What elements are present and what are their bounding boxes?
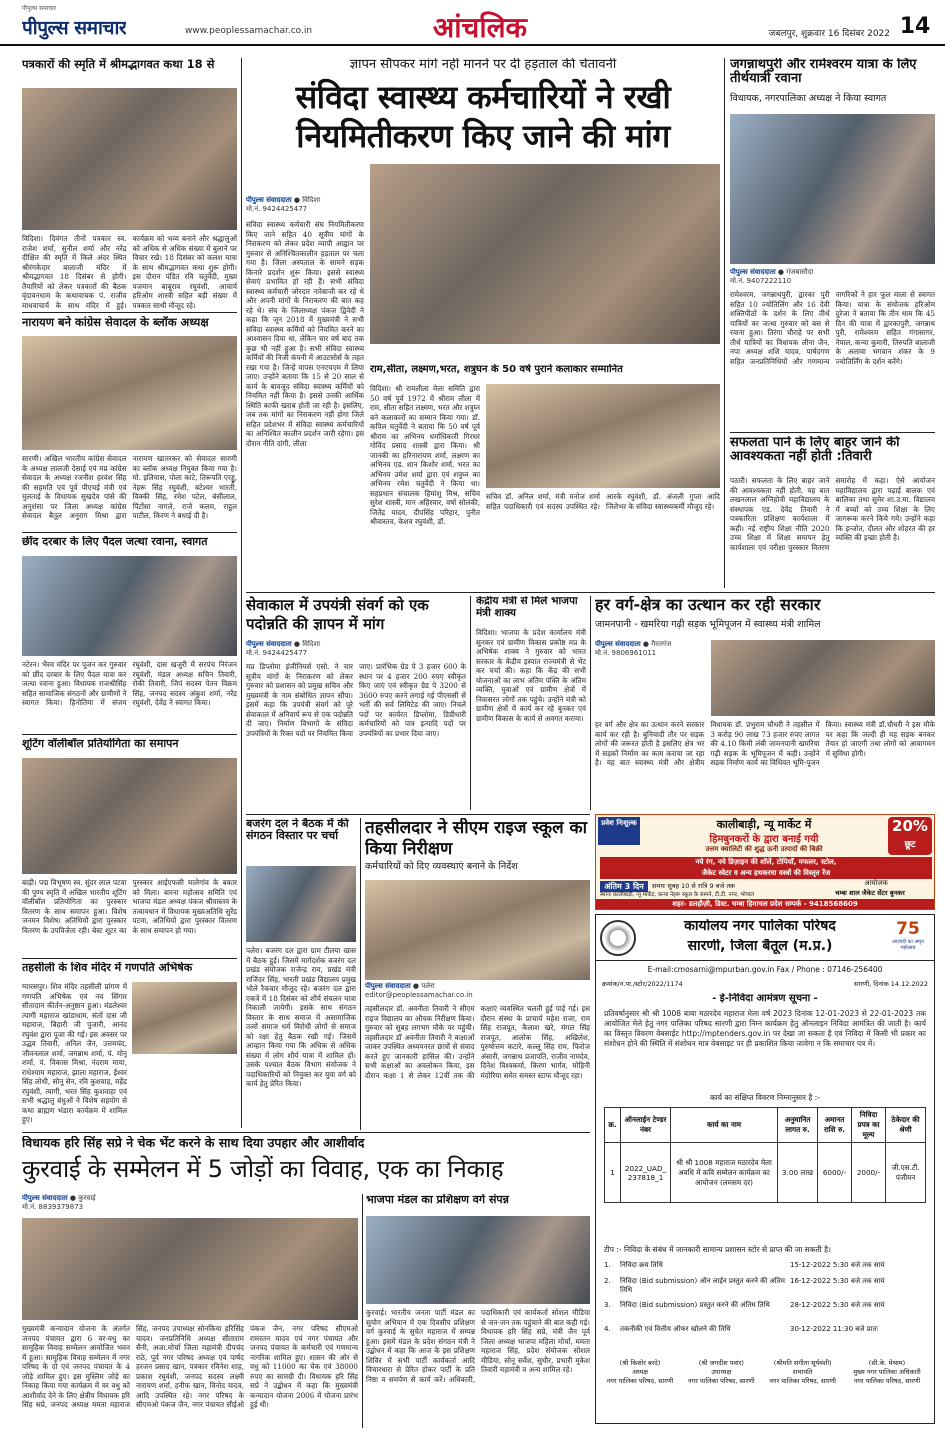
- byline: पीपुल्स संवाददाता ● गैरतगंज मो.नं. 9806961011: [595, 640, 705, 658]
- body: सारणी। अखिल भारतीय कांग्रेस सेवादल के अध्यक्ष लालजी देसाई एवं मप्र कांग्रेस सेवादल के अध्यक्ष रजनीश हरवंश सिंह की सहमति एवं पूर्व पीएचई मंत्री एवं मुलताई के विधायक सुखदेव पांसे की अनुशंसा पर जिला अध्यक्ष कांग्रेस सेवादल बैतूल अनुराग मिश्रा द्वारा नारायण खातरकर को सेवादल सारणी का ब्लॉक अध्यक्ष नियुक्त किया गया है। मो. इलियास, पोला काटे, तिरूपति एरड्डू, नेहरू सिंह रघुवंशी, बटेश्वर भारती, विक्की सिंह, रमेश पटेल, बंसीलाल, पिंटोंसा नागले, राजे कलम, राहुल पाटील, किरण ने बधाई दी है।: [22, 454, 237, 520]
- tender-ref-no: क्रमांक/न.पा./स्टोर/2022/1174: [602, 980, 683, 988]
- byline-name: पीपुल्स संवाददाता: [246, 640, 292, 648]
- tender-table: [604, 1107, 926, 1203]
- photo: [730, 114, 935, 264]
- story-tehsildar: [365, 818, 590, 1130]
- byline-place: विदिशा: [302, 196, 321, 204]
- page-number: 14: [899, 14, 931, 39]
- dateline: जबलपुर, शुक्रवार 16 दिसंबर 2022: [768, 29, 890, 39]
- byline-place: पलेरा: [421, 982, 435, 990]
- body: संविदा स्वास्थ्य कर्मचारी संघ नियमितीकरण किए जाने सहित 40 सूत्रीय मांगों के निराकरण को लेकर प्रदेश व्यापी आह्वान पर गुरुवार से अनिश्चितकालीन हड़ताल पर चला गया है। जिला अस्पताल के सामने सड़क किनारे प्रदर्शन शुरू किया। इससे स्वास्थ्य सेवाएं प्रभावित हो रही हैं। सभी संविदा स्वास्थ्य कर्मचारी जोरदार नारेबाजी कर रहे थे और अपनी मांगों के निराकरण की बात कह रहे थे। संघ के जिलाध्यक्ष पंकज द्विवेदी ने कहा कि जून 2018 में मुख्यमंत्री ने सभी संविदा स्वास्थ्य कर्मियों को नियमित करने का आश्वासन दिया था, लेकिन चार वर्ष बाद तक कुछ भी नहीं हुआ है। सभी संविदा स्वास्थ्य कर्मियों की निजी कंपनी में आउटसोर्स के तहत रखा गया है। जिन्हें वापस एनएचएम में लिया जाए। उन्होंने बताया कि 15 से 20 साल से कार्य के बावजूद संविदा स्वास्थ्य कर्मियों को नियमित नहीं किया है। इससे उनकी आर्थिक स्थिति काफी खराब होती जा रही है। इसलिए, जब तक मांगों का निराकरण नहीं होगा जिले सहित प्रदेशभर में संविदा स्वास्थ्य कर्मचारियों का अनिश्चित कालीन प्रदर्शन जारी रहेगा। इस दौरान नीति दांगी, लीला: [246, 220, 364, 448]
- headline: हर वर्ग-क्षेत्र का उत्थान कर रही सरकार: [595, 596, 821, 614]
- tender-contact[interactable]: E-mail:cmosarni@mpurban.gov.in Fax / Phone : 07146-256400: [647, 965, 883, 974]
- tender-schedule: [604, 1261, 926, 1341]
- th-tender-no: ऑनलाईन टेण्डर नंबर: [621, 1108, 671, 1143]
- th-work: कार्य का नाम: [671, 1108, 778, 1143]
- photo: [22, 556, 237, 656]
- azadi-number: 75: [896, 919, 920, 939]
- tender-title1: कार्यालय नगर पालिका परिषद: [684, 919, 836, 934]
- kicker: विधायक हरि सिंह सप्रे ने चेक भेंट करने के साथ दिया उपहार और आशीर्वाद: [22, 1136, 365, 1150]
- byline-mobile: मो.नं. 9407222110: [730, 277, 792, 285]
- headline: बजरंग दल ने बैठक में की संगठन विस्तार पर चर्चा: [246, 818, 349, 843]
- tender-intro: प्रतिवर्षानुसार श्री श्री 1008 बाबा मठारदेव महाराज मेला वर्ष 2023 दिनांक 12-01-2023 से 22-01-2023 तक आयोजित मेले हेतु नगर पालिका परिषद सारणी द्वारा निम्न कार्यक्रम हेतु ऑनलाइन निविदा आमंत्रित की जाती है। कार्य का विस्तृत विवरण वेबसाईट http://mptenders.gov.in पर देखा जा सकता है एवं निविदा में किसी भी प्रकार का संशोधन होने की स्थिति में संशोधन मात्र वेबसाइट पर ही प्रकाशित किया जावेगा न कि समाचार पत्र में।: [604, 1009, 926, 1048]
- photo: [22, 88, 237, 230]
- kicker: ज्ञापन सौंपकर मांगें नहीं मानने पर दी हड़ताल की चेतावनी: [349, 58, 617, 72]
- signatory: (सी.के. मेश्राम) मुख्य नगर पालिका अधिकारी नगर पालिका परिषद, सारणी: [853, 1359, 921, 1385]
- byline: पीपुल्स संवाददाता ● गंजबासौदा मो.नं. 9407222110: [730, 268, 830, 286]
- ad-timing-label: अंतिम 3 दिन: [600, 881, 648, 892]
- photo: [486, 384, 720, 488]
- ad-line1: हिमबुनकरों के द्वारा बनाई गयी: [709, 834, 819, 845]
- byline-mobile: मो.नं. 9424425477: [246, 649, 308, 657]
- byline-place: गंजबासौदा: [786, 268, 814, 276]
- ad-organizer: चम्बा शाल जैकेट सेंटर बुनकर: [835, 889, 905, 897]
- byline: पीपुल्स संवाददाता ● पलेरा editor@peoplessamachar.co.in: [365, 982, 590, 999]
- tender-table-title: कार्य का संक्षिप्त विवरण निम्नानुसार है :-: [709, 1093, 820, 1102]
- tender-title2: सारणी, जिला बैतूल (म.प्र.): [687, 939, 833, 954]
- azadi-text: आज़ादी का अमृत महोत्सव: [891, 939, 925, 952]
- headline: राम,सीता, लक्ष्मण,भरत, शत्रुघन के 50 वर्ष पुराने कलाकार सम्मानित: [370, 364, 623, 375]
- photo: [22, 758, 237, 874]
- td-category: जी.एस.टी. पंजीयन: [886, 1143, 926, 1203]
- byline-name: पीपुल्स संवाददाता: [246, 196, 292, 204]
- story-bajrang: [246, 818, 356, 1130]
- ad-footer: शहर- डलहौज़ी, डिस्ट. चम्बा हिमाचल प्रदेश सम्पर्क - 9418568609: [596, 899, 934, 910]
- tender-notice-title: - ई-निविदा आमंत्रण सूचना -: [712, 993, 818, 1004]
- body: कुरवाई। भारतीय जनता पार्टी मंडल का सुयोग अभियान में एक दिवसीय प्रशिक्षण वर्ग कुरवाई के सुचेत महाराज में सम्पन्न हुआ। इसमें मंडल के प्रदेश संगठन मंत्री ने उद्बोधन में कहा कि आज के इस प्रशिक्षण शिविर में सभी पार्टी कार्यकर्ता आदि विचारधारा से प्रेरित होकर पार्टी के प्रति निष्ठा व समर्पण से कार्य करें। अधिकारी, पदाधिकारी एवं कार्यकर्ता सोशल मीडिया से जन-जन तक पहुंचाने की बात कही गई। विधायक हरि सिंह सप्रे, मंत्री जैन पूर्व जिला अध्यक्ष भाजपा महिला मोर्चा, ममता महाराज सिंह, प्रदेश संयोजक सोशल मीडिया, सोनू सर्वेश, सुधीर, प्रभारी मुकेश तिवारी महामंत्री व अन्य शामिल रहे।: [366, 1308, 590, 1384]
- body: विदिशा। श्री रामलीला मेला समिति द्वारा 50 वर्ष पूर्व 1972 में श्रीराम लीला में राम, सीता सहित लक्ष्मण, भरत और शत्रुघ्न बने कलाकारों का सम्मान किया गया। डॉ. कपिल चतुर्वेदी ने बताया कि 50 वर्ष पूर्व श्रीराम का अभिनय धर्माधिकारी गिरधर गोविंद प्रसाद शास्त्री द्वारा किया। श्री जानकी का हरिनारायण शर्मा, लक्ष्मण का अभिनय एड. शान किशोर शर्मा, भरत का अभिनय उमेश शर्मा द्वारा एवं शत्रुघ्न का अभिनय रमेश चतुर्वेदी ने किया था। सहप्रधान संचालक हिमांशु मिश्र, सचिव सुरेश शास्त्री, मान अहिरवार, वर्षा सोलंकी, जितेंद्र यादव, दीपसिंह परिहार, पुनीत श्रीवास्तव, केशव रघुवंशी, डॉ.: [370, 384, 480, 526]
- td-sno: 1: [605, 1143, 621, 1203]
- body: विदिशा। भाजपा के प्रदेश कार्यालय मंत्री सुनकर एवं ग्रामीण विकास प्रकोष्ठ मप्र के अभिषेक शाक्य ने गुरुवार को भारत सरकार के केंद्रीय इस्पात राज्यमंत्री से भेंट कर चर्चा की। कहा कि केंद्र की सभी योजनाओं का लाभ अंतिम पंक्ति के अंतिम व्यक्ति, युवाओं एवं ग्रामीण क्षेत्रों में निवासरत लोगों तक पहुंचे। उन्होंने मंत्री को ग्रामीण क्षेत्रों में कार्य कर रहे बुनकर एवं ग्रामीण विकास के कार्य से अवगत कराया।: [476, 628, 586, 723]
- headline: कुरवाई के सम्मेलन में 5 जोड़ों का विवाह, एक का निकाह: [22, 1155, 504, 1183]
- ad-badge-free: प्रवेश निःशुल्क: [598, 817, 640, 845]
- ad-line3: नये रंग, नये डिज़ाइन की शॉलें, टोपियाँ, मफलर, स्टोल,: [600, 857, 932, 868]
- body: मप्र डिप्लोमा इंजीनियर्स एसो. ने चार सूत्रीय मांगों के निराकरण को लेकर गुरुवार को प्रशासन को प्रमुख सचिव और मुख्यमंत्री के नाम संबोधित ज्ञापन सौंपा। इसमें कहा कि उपयंत्री संवर्ग को पूरे सेवाकाल में अनिवार्य रूप से एक पदोन्नति दी जाए। निर्माण विभागों के संविदा उपयंत्रियों के रिक्त पदों पर नियमित किया जाए। प्रारंभिक ग्रेड पे 3 हजार 600 के स्थान पर 4 हजार 200 रुपए स्वीकृत किए जाएं एवं स्वीकृत ग्रेड पे 3200 से 3600 रुपए करने लगाई गई पीएससी से भर्ती की सर्व लिमिटेड की जाए। निचले पदों पर कार्यरत डिप्लोमा, डिग्रीधारी कर्मचारियों को पात्र इत्यादि पदों पर उपयंत्रियों का प्रभार दिया जाए।: [246, 662, 466, 738]
- story-volleyball: [22, 738, 237, 956]
- headline: तहसीलदार ने सीएम राइज स्कूल का किया निरीक्षण: [365, 818, 587, 860]
- schedule-item: 2. निविदा (Bid submission) ऑन लाईन प्रस्तुत करने की अंतिम तिथि 16-12-2022 5:30 बजे तक सायं: [604, 1277, 885, 1294]
- seal-icon: [600, 920, 636, 956]
- ad-kalibari[interactable]: [595, 814, 935, 910]
- ad-discount-sub: छूट: [904, 839, 916, 850]
- story-congress: [22, 316, 237, 530]
- byline-name: पीपुल्स संवाददाता: [595, 640, 641, 648]
- byline: पीपुल्स संवाददाता ● विदिशा मो.नं. 9424425477: [246, 640, 351, 658]
- byline-place: गैरतगंज: [651, 640, 672, 648]
- signatory: (श्रीमति संगीता सूर्यवंशी) सभापति नगर पालिका परिषद, सारणी: [769, 1359, 836, 1385]
- byline-place: कुरवाई: [78, 1194, 96, 1202]
- headline: सफलता पाने के लिए बाहर जाने की आवश्यकता नहीं होती :तिवारी: [730, 436, 900, 465]
- headline: केंद्रीय मंत्री से मिले भाजपा मंत्री शाक्य: [476, 596, 578, 619]
- subhead: विधायक, नगरपालिका अध्यक्ष ने किया स्वागत: [730, 93, 887, 104]
- tender-notice: [595, 914, 935, 1424]
- story-sarkar: [595, 596, 935, 808]
- subhead: कर्मचारियों को दिए व्यवस्थाएं बनाने के निर्देश: [365, 861, 518, 872]
- photo: [22, 1218, 358, 1320]
- masthead: [0, 0, 945, 46]
- story-shakya: [476, 596, 586, 810]
- story-kalakar: [370, 364, 720, 588]
- brand-logo[interactable]: पीपुल्स समाचार: [22, 17, 127, 39]
- story-bjp: [366, 1194, 590, 1428]
- byline-place: विदिशा: [302, 640, 321, 648]
- body: हर वर्ग और क्षेत्र का उत्थान करने सरकार कार्य कर रही है। बुनियादी तौर पर सड़क लोगों की जरूरत होती है इसलिए क्षेत्र भर में सड़कों निर्माण का काम कराया जा रहा है। यह बात स्वास्थ्य मंत्री और क्षेत्रीय विधायक डॉ. प्रभुराम चौधरी ने तहसील में 3 करोड़ 90 लाख 73 हजार रुपए लागत की 4.10 किमी लंबी जामनपानी खमरिया गढ़ी सड़क के भूमिपूजन में कही। उन्होंने सड़क निर्माण कार्य का विधिवत भूमि-पूजन किया। स्वास्थ्य मंत्री डॉ.चौधरी ने इस मौके पर कहा कि जल्दी ही यह सड़क बनकर तैयार हो जाएगी तथा लोगों को आवागमन में सुविधा होगी।: [595, 720, 935, 767]
- ad-line2: उत्तम क्वालिटी की शुद्ध ऊनी उत्पादों की बिक्री: [705, 845, 823, 853]
- tender-header: [596, 915, 934, 961]
- td-form-price: 2000/-: [852, 1143, 886, 1203]
- td-deposit: 6000/-: [818, 1143, 852, 1203]
- signatory: (श्री किशोर बरदे) अध्यक्ष नगर पालिका परिषद, सारणी: [606, 1359, 674, 1385]
- byline-name: पीपुल्स संवाददाता: [22, 1194, 68, 1202]
- photo: [246, 866, 356, 942]
- ad-timing: समयः सुबह 10 से रात्रि 9 बजे तक: [652, 882, 736, 890]
- ad-discount-badge: [888, 817, 932, 855]
- tender-note: टीप :- निविदा के संबंध में जानकारी सामान्य प्रशासन स्टोर से प्राप्त की जा सकती है।: [604, 1245, 831, 1254]
- photo: [370, 164, 720, 344]
- photo: [366, 1216, 590, 1304]
- story-ganpati: [22, 962, 237, 1128]
- schedule-item: 1. निविदा क्रय तिथि 15-12-2022 5:30 बजे तक सायं: [604, 1261, 885, 1269]
- byline: पीपुल्स संवाददाता ● कुरवाई मो.नं. 8839379873: [22, 1194, 132, 1212]
- site-url[interactable]: www.peoplessamachar.co.in: [185, 26, 313, 36]
- subhead: जामनपानी - खमरिया गढ़ी सड़क भूमिपूजन में स्वास्थ्य मंत्री शामिल: [595, 619, 821, 630]
- table-row: [605, 1143, 926, 1203]
- schedule-item: 3. निविदा (Bid submission) प्रस्तुत करने की अंतिम तिथि 28-12-2022 5:30 बजे तक सायं: [604, 1301, 885, 1309]
- td-tender-no: 2022_UAD_237818_1: [621, 1143, 671, 1203]
- body: पठारी। सफलता के लिए बाहर जाने की आवश्यकता नहीं होती, यह बात लखनलाल अग्निहोत्री महाविद्यालय के संस्थापक एड. देवेंद्र तिवारी ने पत्रकारिता प्रशिक्षण कार्यशाला में कही। नई राष्ट्रीय शिक्षा नीति 2020 उच्च शिक्षा में शिक्षा समापन हेतु कार्यशाला एवं परीक्षा पुरस्कार वितरण समारोह में कहा। ऐसे आयोजन महाविद्यालय द्वारा पढ़ाई बालक एवं बालिका तथा सुमेर शा.उ.मा. विद्यालय में बच्चों को उच्च शिक्षा के लिए जागरूक करने किये गये। उन्होंने कहा कि इन्जोत, दौलत और शोहरत की हर व्यक्ति की इच्छा होती है।: [730, 476, 935, 552]
- body: ग्यारसपुर। शिव मंदिर तहसीली प्रांगण में गणपति अभिषेक एवं नव सिंगार सीतादान कीर्तन-अनुष्ठान हुआ। मंडलेश्वर त्यागी महाराज खांडाधाम, संतों दास जी महाराज, बिहारी जी पुजारी, आनंद रघुवंश द्वारा पूजा की गई। इस अवसर पर उद्धव तिवारी, अनिल जैन, उत्तमचंद, जीवनलाल शर्मा, जगन्नाथ शर्मा, पं. मोनू शर्मा, पं. विकास मिश्रा, नंदराम माया, राधेश्याम महाराज, झाला महाराज, ईश्वर सिंह लोधी, सोनू सेन, रवि कुशवाह, महेंद्र रघुवंशी, त्यागी, भरत सिंह कुशवाहा एवं सभी श्रद्धालु बंधुओं ने विशेष सहयोग से कथा ब्राह्मण भंडारा कार्यक्रम में शामिल हुए।: [22, 982, 127, 1124]
- photo: [365, 880, 590, 980]
- ad-venue: स्थानः कालीबाड़ी, न्यू मार्केट, कन्या नेहरू स्कूल के सामने, टी.टी. नगर, भोपाल: [600, 892, 754, 898]
- schedule-item: 4. तकनीकी एवं वित्तीय ऑफर खोलने की तिथि 30-12-2022 11:30 बजे प्रातः: [604, 1325, 878, 1333]
- story-katha: [22, 58, 237, 310]
- ad-discount: 20%: [892, 817, 928, 835]
- body: पलेरा। बजरंग दल द्वारा ग्राम टीलया खास में बैठक हुई। जिसमें मार्गदर्शक बजरंग दल प्रखंड संयोजक राजेन्द्र राय, प्रखंड मंत्री राजिंदर सिंह, भारती प्रखंड विद्यालय प्रमुख भोले रैकवार मौजूद रहे। बजरंग दल द्वारा एकत्रे में 18 दिसंबर को शौर्य संचलन यात्रा निकाली जायेगी। इसके साथ संगठन विस्तार के साथ समाज में असामाजिक तत्वों समाज धर्म विरोधी लोगों से समाज को रक्षा हेतु बैठक रखी गई। जिसमें आव्हान किया गया कि अधिक से अधिक संख्या में लोग शौर्य यात्रा में शामिल हों। उसके पश्चात बैठक विभाग संयोजक ने पदाधिकारियों को नियुक्त कर युवा वर्ग को कार्य हेतु प्रेरित किया।: [246, 946, 356, 1088]
- th-deposit: अमानत राशि रु.: [818, 1108, 852, 1143]
- ad-organizer-label: आयोजक: [864, 879, 888, 887]
- body: मुख्यमंत्री कन्यादान योजना के अंतर्गत जनपद पंचायत द्वारा 6 वर-वधु का सामूहिक विवाह सम्मेलन आयोजित भवन में हुआ। सामूहिक विवाह सम्मेलन में नगर परिषद के दो एवं जनपद पंचायत के 4 जोड़े शामिल हुए। इस मुस्लिम जोड़े का निकाह किया गया कार्यक्रम में वर वधु को आशीर्वाद देने के लिए क्षेत्रीय विधायक हरि सिंह सप्रे, जनपद अध्यक्ष ममता महाराज सिंह, जनपद उपाध्यक्ष सोनकिया हरिसिंह यादव। जनप्रतिनिधि अध्यक्ष सीताराम सैनी, अजा.मोर्चा जिला महामंत्री दीपचंद राठे, पूर्व नगर परिषद अध्यक्ष एवं पार्षद हरजन प्रसाद खान, पत्रकार रविनेश शाह, प्रकाश रघुवंशी, जनपद सदस्य लक्ष्मी नारायण शर्मा, हनीफ खान, विनोद यादव, आदि उपस्थित रहे। नगर परिषद के सीएमओ पंकज जैन, नगर पंचायत सीईओ पंकज जैन, नगर परिषद सीएमओ रामरतन यादव एवं नगर पंचायत और जनपद पंचायत के कर्मचारी एवं गणमान्य नागरिक शामिल हुए। शासन की ओर से वधु को 11000 का चेक एवं 38000 रुपए का सामग्री दी। विधायक हरि सिंह सप्रे ने उद्बोधन में कहा कि मुख्यमंत्री कन्यादान योजना 2006 में योजना प्रारंभ हुई थी।: [22, 1324, 358, 1409]
- td-cost: 3.00 लाख: [778, 1143, 818, 1203]
- body: तहसीलदार डॉ. अवनीता तिवारी ने सीएम राइज विद्यालय का औचक निरीक्षण किया। गुरुवार को सुबह लगभग मौके पर पहुंची। तहसीलदार डॉ अवनीता तिवारी ने कक्षाओं जाकर उपस्थित अध्ययनरत छात्रों से संवाद करते हुए जानकारी हासिल की। उन्होंने सभी कक्षाओं का अवलोकन किया, इस दौरान कक्षा 1 से लेकर 12वीं तक की कक्षाएं व्यवस्थित चलती हुई पाई गई। इस दौरान संस्था के प्राचार्य महेश राजा, राम सिंह राजपूत, कैलाश खरे, मंगल सिंह राजपूत, आलोक सिंह, अखिलेश, पुरुषोत्तम कटारे, कल्लू सिंह राय, फिरोज अंसारी, जगन्नाथ प्रजापति, राजीव नामदेव, दिनेश विश्वकर्मा, किरण भार्गव, मोहिनी मंदोरिया समेत समस्त स्टाफ मौजूद रहा।: [365, 1004, 590, 1080]
- byline-name: पीपुल्स संवाददाता: [730, 268, 776, 276]
- story-chhind: [22, 536, 237, 732]
- story-padonnati: [246, 596, 466, 810]
- byline-name: पीपुल्स संवाददाता: [365, 982, 411, 990]
- photo: [711, 640, 935, 716]
- story-tirth: [730, 58, 935, 430]
- th-category: ठेकेदार की श्रेणी: [886, 1108, 926, 1143]
- body: नटेरन। भैरव मंदिर पर पूजन कर गुरुवार को छींद दरबार के लिए पैदल यात्रा कर जत्था रवाना हुआ। विधायक राजश्रीसिंह सहित सामाजिक संगठनों और ग्रामीणों ने स्वागत किया। हिनोतिया में संजय रघुवंशी, दास खजुरी में सरपंच निरंजन रघुवंशी, मंडल अध्यक्ष सचिन तिवारी, रोकी तिवारी, जिपं सदस्य पेतन विक्रम सिंह, जनपद सदस्य अंकुश शर्मा, नरेंद्र रघुवंशी, देवेंद्र ने स्वागत किया।: [22, 660, 237, 707]
- brand-tagline: पीपुल्स समाचार: [22, 5, 57, 12]
- signatory: (श्री जगदीश पवांर) उपाध्यक्ष नगर पालिका परिषद, सारणी: [687, 1359, 755, 1385]
- ad-line4: जैकेट स्वेटर व अन्य हथकरघा वस्त्रों की विस्तृत रेंज: [600, 868, 932, 879]
- th-sno: क्र.: [605, 1108, 621, 1143]
- body: विदिशा। दिवंगत तीनों पत्रकार स्व. राजेश शर्मा, सुनील शर्मा और नरेंद्र दीक्षित की स्मृति में किले अंदर स्थित श्रीरंगकेदार बालाजी मंदिर में श्रीमद्भागवत 18 दिसंबर से होगी। तैयारियों को लेकर पत्रकारों की बैठक वृंदावनधाम के कथावाचक पं. राजीव माधवाचार्य के साथ मंदिर में हुई। कार्यक्रम को भव्य बनाने और श्रद्धालुओं को अधिक से अधिक संख्या में बुलाने पर विचार रखे। 18 दिसंबर को कलश यात्रा के साथ श्रीमद्भागवत कथा शुरू होगी। इस दौरान पंडित रवि चतुर्वेदी, मुख्य यजमान बाबूराव रघुवंशी, आचार्य हरिओम शास्त्री सहित बड़ी संख्या में पत्रकार साथी मौजूद रहे।: [22, 234, 237, 310]
- tender-table-header: [605, 1108, 926, 1143]
- body: रामेश्वरम, जगन्नाथपुरी, द्वारका पुरी सहित 10 ज्योतिलिंग और 16 देवी शक्तिपीठों के दर्शन के लिए तीर्थ यात्रियों का जत्था गुरुवार को बस से रवाना हुआ। तिरंगा चौराहे पर सभी तीर्थ यात्रियों का विधायक लीना जैन, नपा अध्यक्ष शशि यादव, पार्षदगण सहित जनप्रतिनिधियों और गणमान्य नागरिकों ने हार फूल माला से स्वागत किया। यात्रा के संयोजक हरिओम दुरेजा ने बताया कि तीन धाम कि 45 दिन की यात्रा में द्वारकापुरी, जगन्नाथ पुरी, रामेश्वरम सहित गंगासागर, नेपाल, कन्या कुमारी, तिरुपति बालाजी के अलावा भगवान शंकर के 9 ज्योतिर्लिंग के दर्शन करेंगे।: [730, 290, 935, 366]
- ad-title: कालीबाड़ी, न्यू मार्केट में: [716, 818, 812, 831]
- td-work: श्री श्री 1008 महाराज मठारदेव मेला अवधि में कवि सम्मेलन कार्यक्रम का आयोजन (लमसम दर): [671, 1143, 778, 1203]
- headline: पत्रकारों की स्मृति में श्रीमद्भागवत कथा 18 से: [22, 58, 215, 71]
- headline: शूटिंग वॉलीबॉल प्रतियोगिता का समापन: [22, 738, 179, 750]
- byline-mobile: मो.नं. 8839379873: [22, 1203, 84, 1211]
- photo: [22, 336, 237, 450]
- headline: भाजपा मंडल का प्रशिक्षण वर्ग संपन्न: [366, 1194, 509, 1206]
- caption: सचिव डॉ. अनिल शर्मा, मंत्री मनोज शर्मा सहित पदाधिकारी एवं सदस्य उपस्थित रहे। आरके रघुवंशी, डॉ. अंजली गुप्ता आदि जिलेभर के संविदा स्वास्थ्यकर्मी मौजूद रहे।: [486, 492, 720, 511]
- byline: पीपुल्स संवाददाता ● विदिशा मो.नं. 9424425477: [246, 196, 364, 214]
- th-cost: अनुमानित लागत रु.: [778, 1108, 818, 1143]
- headline: छींद दरबार के लिए पैदल जत्था रवाना, स्वागत: [22, 536, 208, 548]
- byline-mobile: मो.नं. 9806961011: [595, 649, 657, 657]
- headline: संविदा स्वास्थ्य कर्मचारियों ने रखी नियमितीकरण किए जाने की मांग: [295, 78, 671, 156]
- story-safalta: [730, 436, 935, 588]
- tender-signatories: [600, 1359, 930, 1385]
- photo: [132, 982, 237, 1054]
- section-title: आंचलिक: [432, 11, 528, 44]
- headline: जगन्नाथपुरी और रामेश्वरम यात्रा के लिए तीर्थयात्री रवाना: [730, 58, 917, 87]
- byline-email[interactable]: editor@peoplessamachar.co.in: [365, 991, 473, 999]
- headline: नारायण बने कांग्रेस सेवादल के ब्लॉक अध्यक्ष: [22, 316, 209, 329]
- body: बाढ़ी। पद्म विभूषण स्व. सुंदर लाल पटवा की पुण्य स्मृति में अखिल भारतीय शूटिंग वॉलीबॉल प्रतियोगिता का पुरस्कार वितरण के साथ समापन हुआ। विशेष जनमन विशेष। अतिथियों द्वारा पुरस्कार वितरण के उपविजेता रही। बेस्ट शूटर का पुरस्कार आईएफसी मालेगांव के बकार को मिला। बारना महोत्सव समिति एवं भाजपा मंडल अध्यक्ष पंकज श्रीवास्तव के तत्वावधान में विधायक मुख्यअतिथि सुरेंद्र पटवा, अतिथियों द्वारा पुरस्कार वितरण के साथ समापन हो गया।: [22, 878, 237, 935]
- headline: सेवाकाल में उपयंत्री संवर्ग को एक पदोन्नति की ज्ञापन में मांग: [246, 596, 429, 633]
- byline-mobile: मो.नं. 9424425477: [246, 205, 308, 213]
- azadi-logo: [884, 919, 932, 957]
- headline: तहसीली के शिव मंदिर में गणपति अभिषेक: [22, 962, 193, 974]
- th-form-price: निविदा प्रपत्र का मूल्य: [852, 1108, 886, 1143]
- tender-ref-date: सारणी, दिनांक 14.12.2022: [854, 980, 928, 988]
